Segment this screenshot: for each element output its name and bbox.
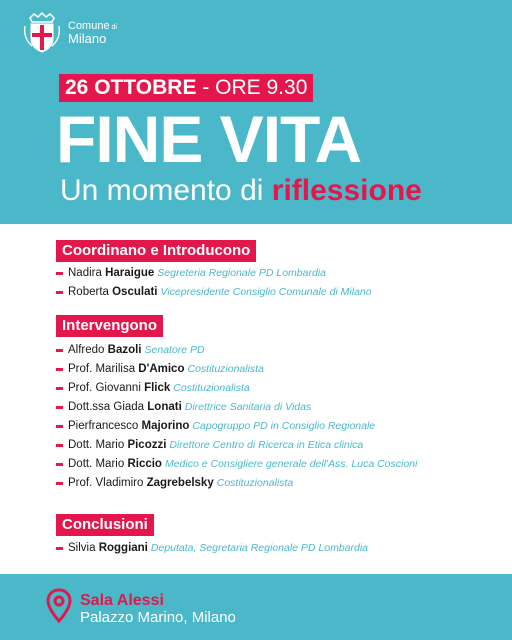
speaker-given: Prof. Vladimiro [68, 477, 147, 489]
speaker-role: Capogruppo PD in Consiglio Regionale [192, 420, 376, 432]
event-date: 26 OTTOBRE [65, 76, 197, 99]
speaker-surname: Bazoli [107, 344, 142, 356]
speaker-given: Silvia [68, 542, 99, 554]
speaker-given: Roberta [68, 286, 113, 298]
event-title: FINE VITA [56, 102, 362, 176]
section-coordinano [56, 240, 372, 302]
venue-address: Palazzo Marino, Milano [80, 608, 236, 626]
venue-name: Sala Alessi [80, 592, 164, 609]
speaker-role: Direttore Centro di Ricerca in Etica clinica [169, 439, 364, 451]
speaker-role: Vicepresidente Consiglio Comunale di Milano [160, 286, 372, 298]
speaker-role: Costituzionalista [187, 363, 264, 375]
speaker-given: Alfredo [68, 344, 108, 356]
logo-line1: Comune [68, 20, 110, 32]
speaker-surname: Roggiani [98, 542, 148, 554]
header-banner [0, 0, 512, 224]
logo-line1-small: di [109, 24, 117, 31]
speaker-given: Prof. Giovanni [68, 382, 145, 394]
logo-line2: Milano [68, 31, 107, 46]
location-text [80, 592, 236, 626]
speaker-surname: Zagrebelsky [146, 477, 214, 489]
list-item [56, 379, 417, 398]
speaker-role: Medico e Consigliere generale dell'Ass. Luca Coscioni [164, 458, 418, 470]
speaker-given: Pierfrancesco [68, 420, 142, 432]
speaker-surname: Haraigue [105, 267, 155, 279]
speaker-role: Deputata, Segretaria Regionale PD Lombardia [150, 542, 369, 554]
list-item [56, 283, 372, 302]
event-time: ORE 9.30 [215, 76, 308, 99]
speaker-given: Dott.ssa Giada [68, 401, 148, 413]
list-item [56, 474, 417, 493]
speaker-list [56, 264, 372, 302]
speaker-surname: Picozzi [127, 439, 167, 451]
list-item [56, 539, 368, 558]
list-item [56, 436, 417, 455]
speaker-role: Segreteria Regionale PD Lombardia [157, 267, 326, 279]
speaker-surname: Riccio [127, 458, 162, 470]
speaker-surname: Majorino [141, 420, 190, 432]
speaker-given: Dott. Mario [68, 439, 128, 451]
list-item [56, 264, 372, 283]
section-conclusioni [56, 514, 368, 558]
speaker-role: Costituzionalista [173, 382, 250, 394]
location-pin-icon [46, 588, 72, 624]
speaker-given: Nadira [68, 267, 106, 279]
speaker-given: Prof. Marilisa [68, 363, 139, 375]
speaker-role: Senatore PD [144, 344, 205, 356]
list-item [56, 360, 417, 379]
section-intervengono [56, 315, 417, 493]
comune-di-milano-logo [22, 12, 117, 54]
location-footer [0, 574, 512, 640]
section-heading: Intervengono [56, 315, 163, 337]
subtitle-emphasis: riflessione [271, 174, 422, 207]
list-item [56, 398, 417, 417]
speaker-surname: Flick [144, 382, 171, 394]
date-time-badge [59, 74, 313, 102]
speaker-surname: D'Amico [138, 363, 185, 375]
list-item [56, 455, 417, 474]
section-heading: Coordinano e Introducono [56, 240, 256, 262]
date-separator: - [196, 76, 216, 99]
section-heading: Conclusioni [56, 514, 154, 536]
event-subtitle [60, 176, 422, 206]
logo-text [68, 21, 117, 45]
speaker-list [56, 341, 417, 493]
subtitle-plain: Un momento di [60, 174, 272, 207]
speaker-role: Costituzionalista [216, 477, 294, 489]
milan-coat-of-arms-icon [22, 12, 62, 54]
speaker-role: Direttrice Sanitaria di Vidas [184, 401, 312, 413]
list-item [56, 417, 417, 436]
list-item [56, 341, 417, 360]
speaker-given: Dott. Mario [68, 458, 128, 470]
speaker-surname: Osculati [112, 286, 158, 298]
speaker-list [56, 539, 368, 558]
speaker-surname: Lonati [147, 401, 182, 413]
